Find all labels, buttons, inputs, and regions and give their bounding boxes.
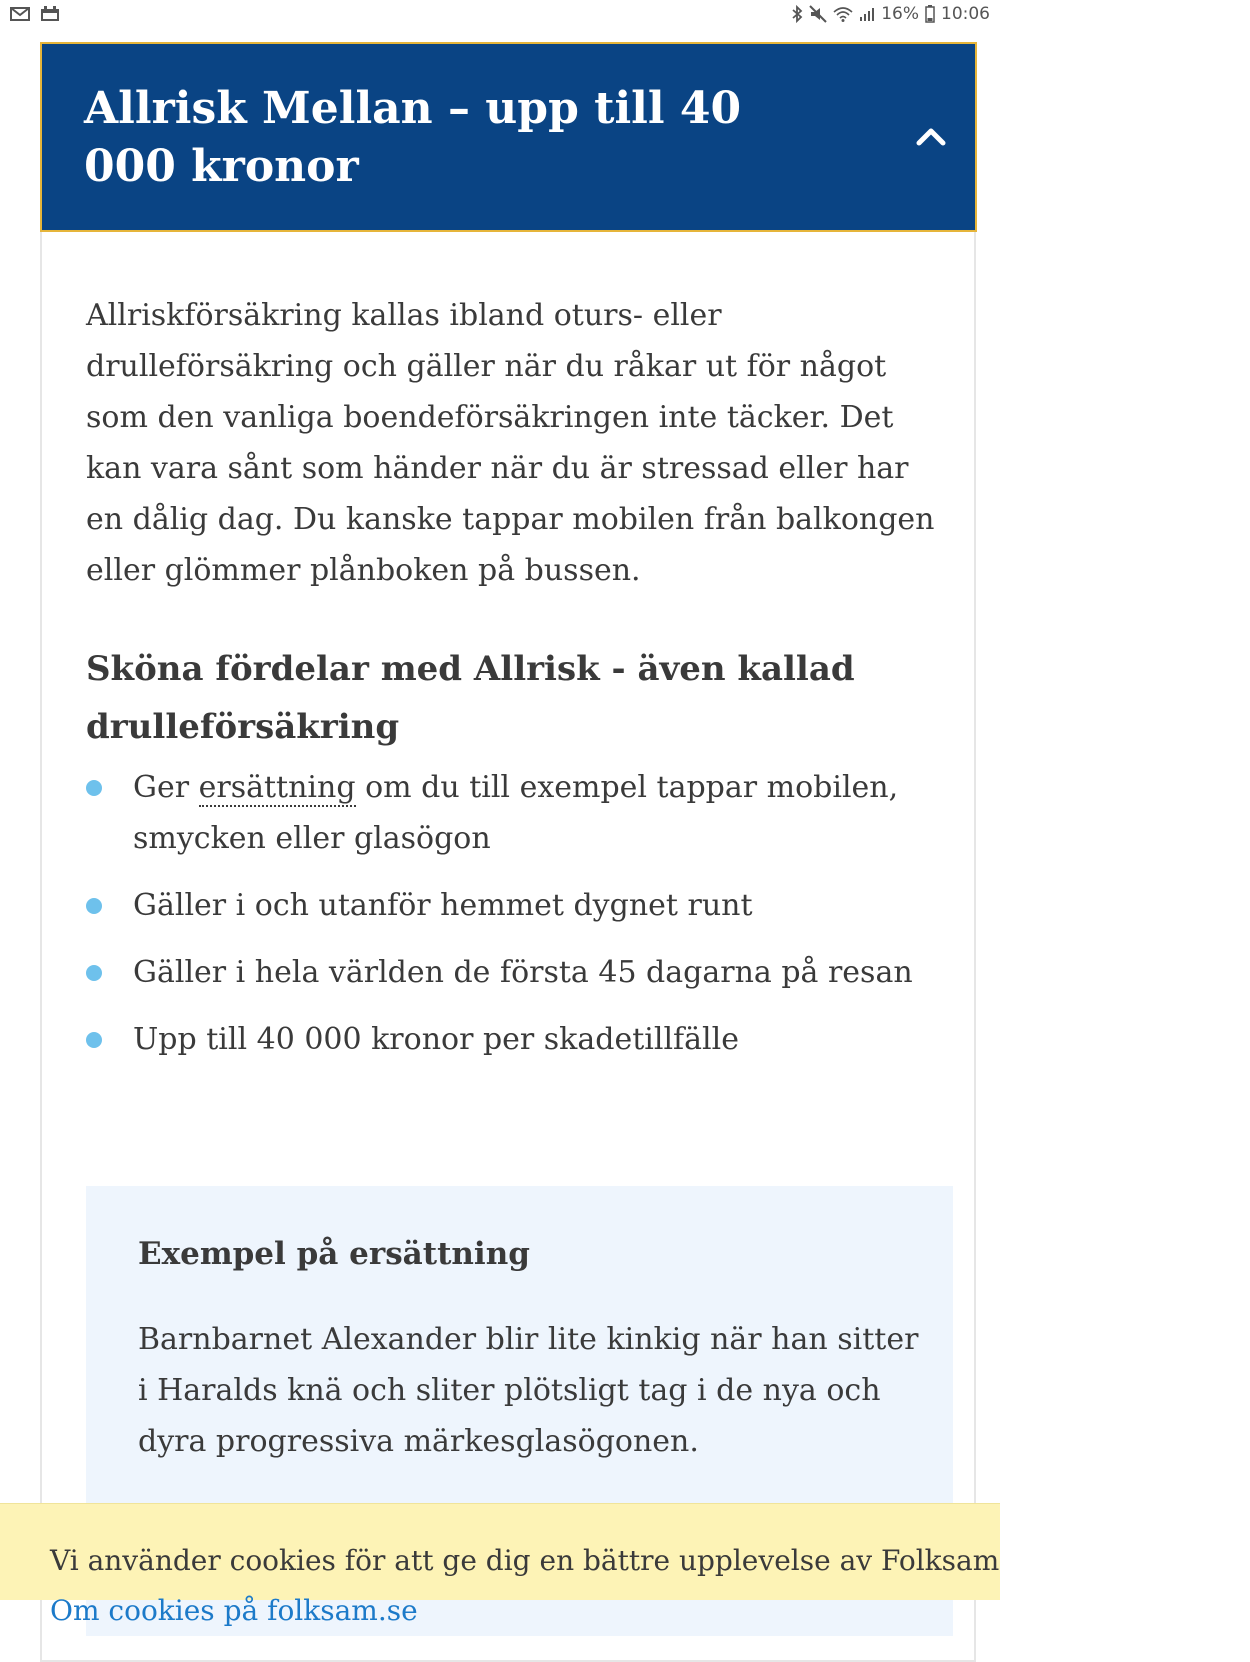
clock: 10:06 (941, 4, 990, 24)
cookie-link[interactable]: Om cookies på folksam.se (50, 1594, 418, 1627)
calendar-icon (40, 6, 60, 22)
cookie-banner (0, 1503, 1000, 1627)
ersattning-term-link[interactable]: ersättning (198, 770, 356, 805)
battery-percent: 16% (881, 4, 919, 24)
battery-icon (925, 5, 935, 23)
mail-icon (10, 6, 30, 22)
bullet-icon (86, 780, 102, 796)
status-bar (0, 0, 1000, 32)
accordion-title: Allrisk Mellan – upp till 40 000 kronor (84, 83, 742, 192)
benefits-heading: Sköna fördelar med Allrisk - även kallad drulleförsäkring (86, 649, 855, 747)
cookie-text: Vi använder cookies för att ge dig en bättre upplevelse av Folksam (50, 1544, 1000, 1577)
benefit-text: Gäller i och utanför hemmet dygnet runt (133, 888, 753, 923)
benefits-list (86, 762, 966, 1081)
list-item (86, 947, 966, 998)
benefit-text-before: Ger (133, 770, 199, 805)
example-title: Exempel på ersättning (138, 1236, 530, 1272)
list-item (86, 880, 966, 931)
wifi-icon (833, 6, 853, 22)
example-text: Barnbarnet Alexander blir lite kinkig när han sitter i Haralds knä och sliter plötsligt tag i de nya och dyra progressiva märkesglasögonen. (138, 1322, 919, 1459)
bullet-icon (86, 1032, 102, 1048)
bullet-icon (86, 898, 102, 914)
list-item (86, 762, 966, 864)
benefit-text-after: om du till exempel tappar mobilen, smycken eller glasögon (133, 770, 899, 856)
accordion-header[interactable] (40, 42, 977, 232)
bluetooth-icon (791, 5, 803, 23)
bullet-icon (86, 965, 102, 981)
mute-icon (809, 5, 827, 23)
list-item (86, 1014, 966, 1065)
benefit-text: Upp till 40 000 kronor per skadetillfälle (133, 1022, 739, 1057)
intro-paragraph: Allriskförsäkring kallas ibland oturs- eller drulleförsäkring och gäller när du råkar ut för något som den vanliga boendeförsäkringen inte täcker. Det kan vara sånt som händer när du är stressad eller har en dålig dag. Du kanske tappar mobilen från balkongen eller glömmer plånboken på bussen. (86, 298, 935, 588)
benefit-text: Gäller i hela världen de första 45 dagarna på resan (133, 955, 913, 990)
chevron-up-icon[interactable] (911, 116, 951, 156)
signal-icon (859, 6, 875, 22)
